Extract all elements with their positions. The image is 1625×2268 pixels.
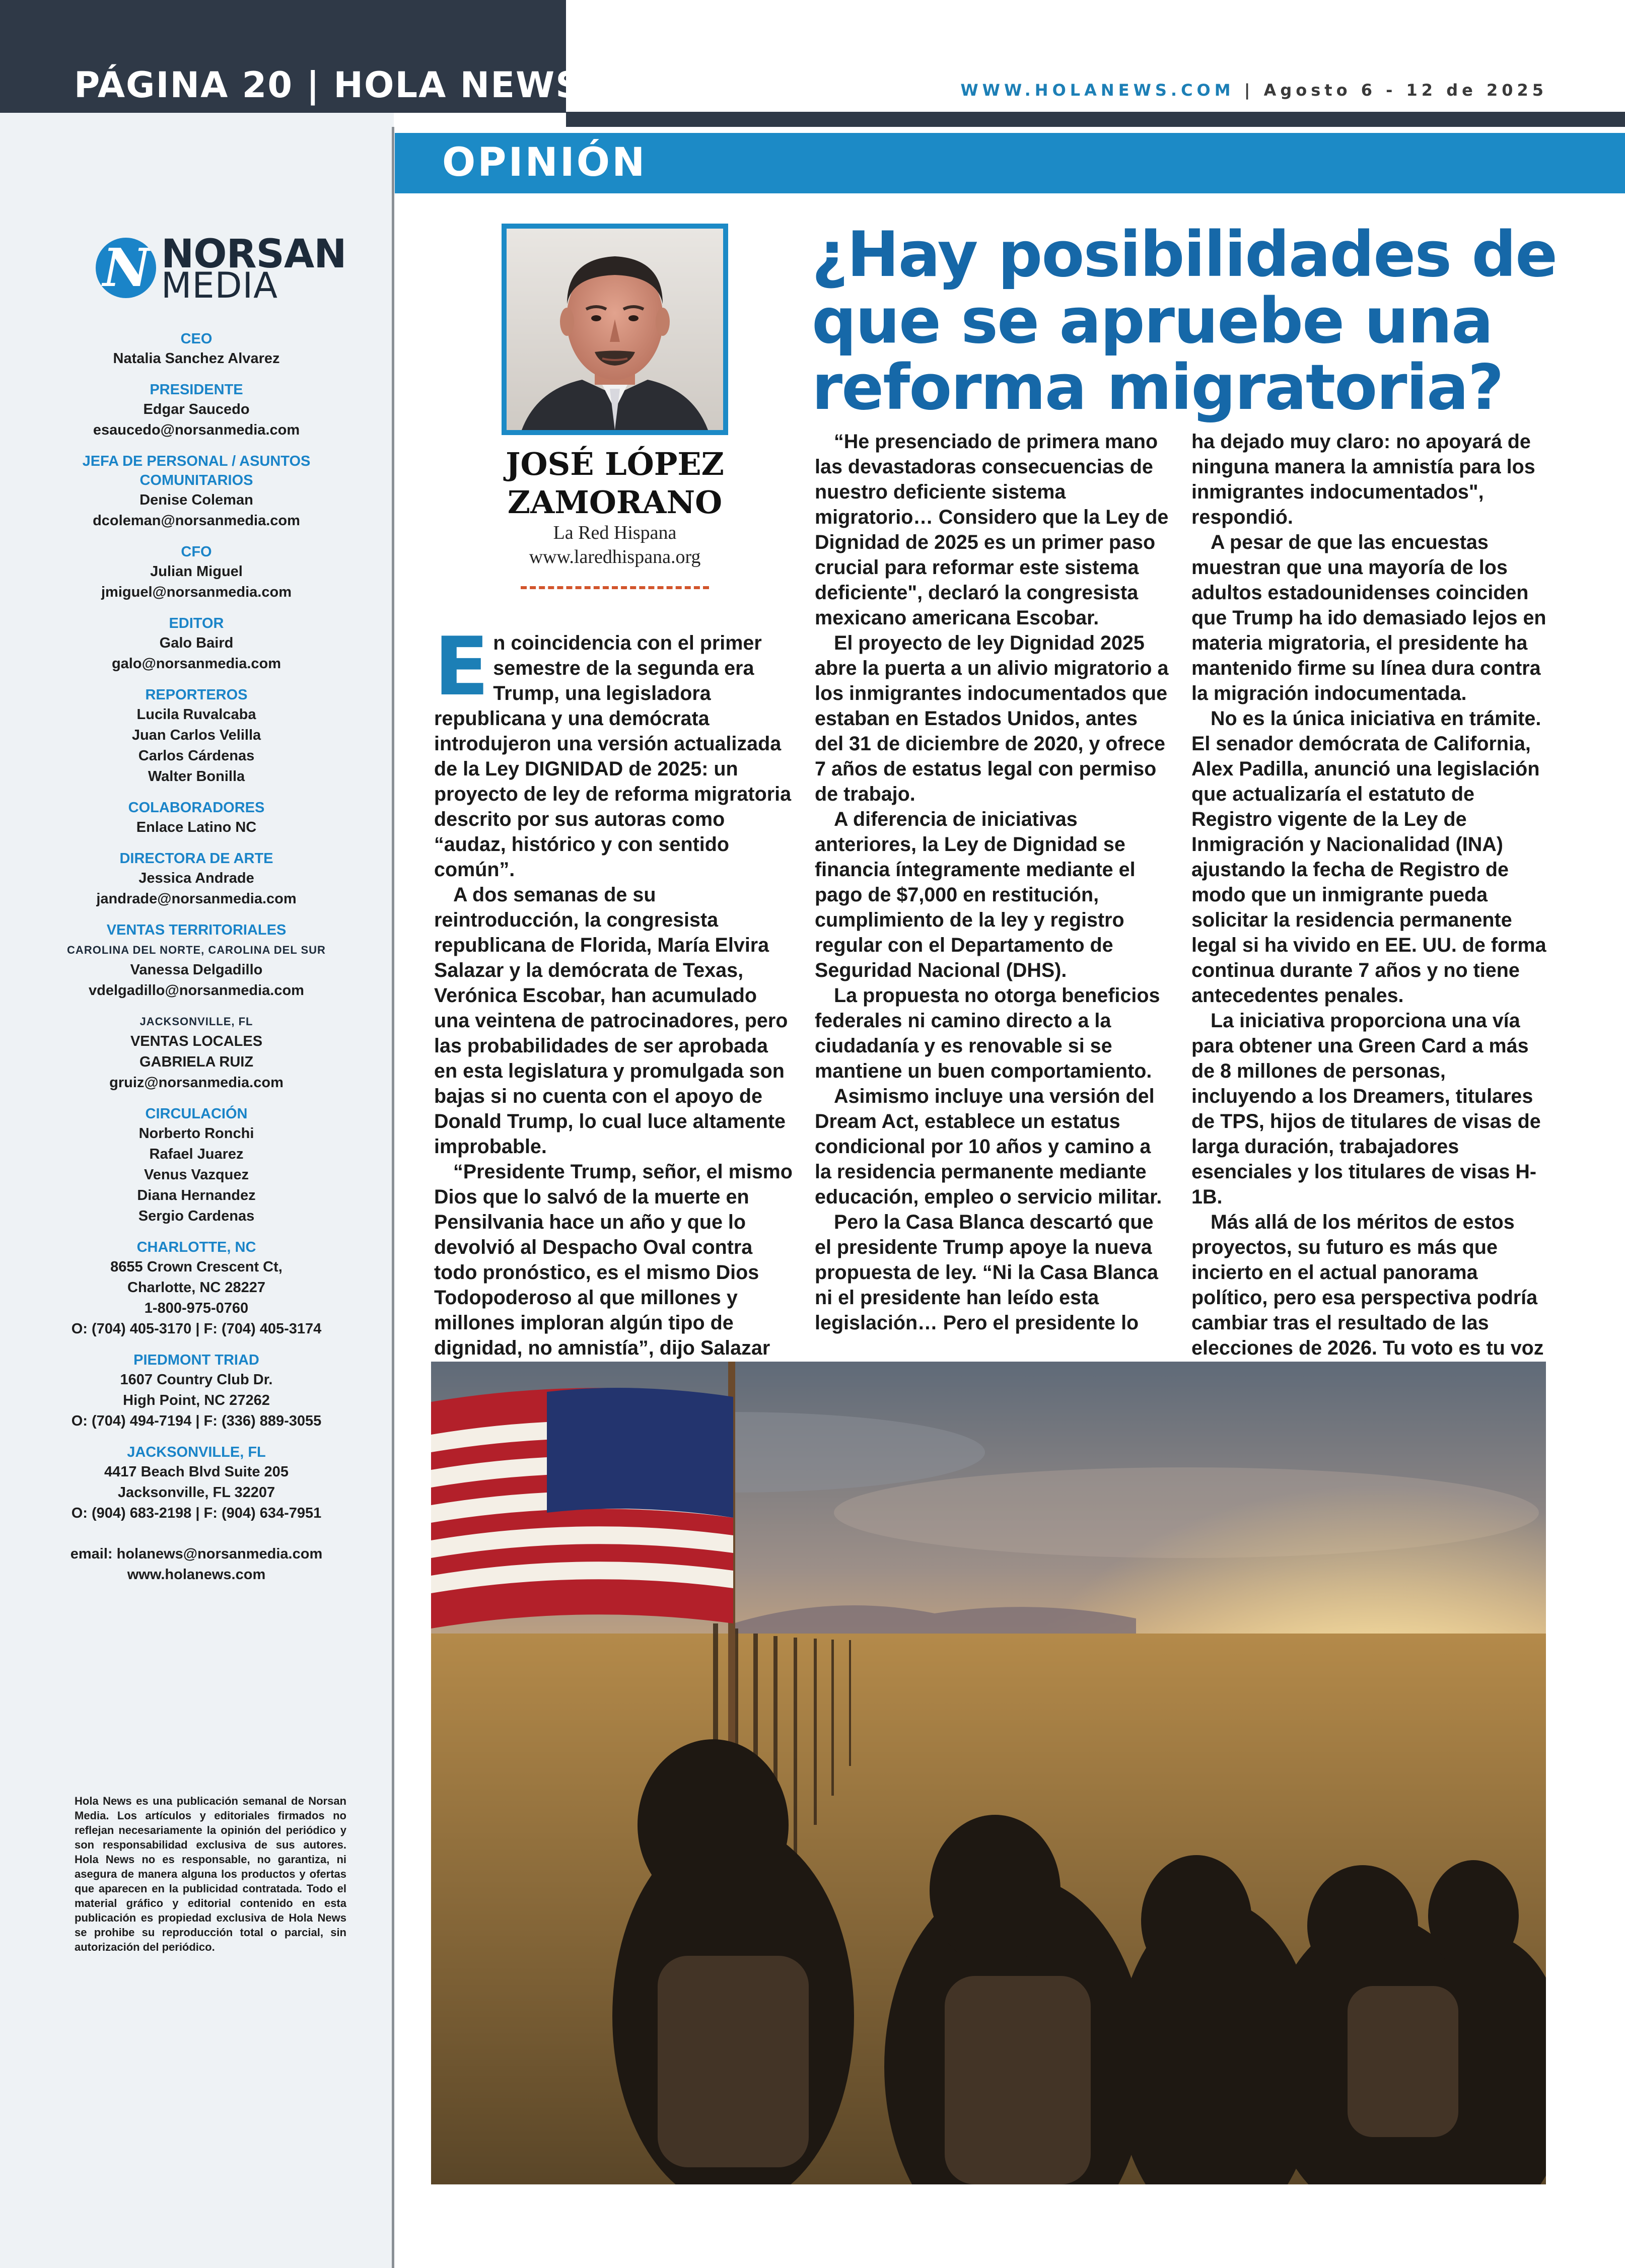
staff-role: REPORTEROS — [145, 687, 248, 703]
staff-region: JACKSONVILLE, FL — [139, 1015, 253, 1028]
staff-line: 1-800-975-0760 — [144, 1300, 249, 1316]
staff-role: EDITOR — [169, 615, 224, 631]
article-paragraph: ha dejado muy claro: no apoyará de ninguna manera la amnistía para los inmigrantes indocumentados", respondió. — [1191, 431, 1535, 528]
staff-line: 1607 Country Club Dr. — [120, 1372, 273, 1388]
staff-line: Juan Carlos Velilla — [131, 727, 261, 743]
article-paragraph: No es la única iniciativa en trámite. El senador demócrata de California, Alex Padilla, anunció una legislación que actualizaría el estatuto de Registro vigente de la Ley de Inmigración y Nacionalidad (INA) ajustando la fecha de Registro de modo que un inmigrante pueda solicitar la residencia permanente legal si ha vivido en EE. UU. de forma continua durante 7 años y no tiene antecedentes penales. — [1191, 707, 1546, 1007]
article-paragraph: A diferencia de iniciativas anteriores, la Ley de Dignidad se financia íntegramente mediante el pago de $7,000 en restitución, cumplimiento de la ley y registro regular con el Departamento de Seguridad Nacional (DHS). — [815, 808, 1136, 981]
logo-text-top: NORSAN — [161, 232, 346, 277]
logo-letter: N — [103, 238, 151, 298]
staff-role: CIRCULACIÓN — [145, 1106, 248, 1122]
article-headline: ¿Hay posibilidades de que se apruebe una reforma migratoria? — [812, 219, 1557, 424]
staff-contact-link[interactable]: gruiz@norsanmedia.com — [109, 1075, 284, 1091]
staff-line: O: (704) 494-7194 | F: (336) 889-3055 — [71, 1413, 322, 1429]
sidebar-divider — [392, 127, 394, 2268]
article-paragraph: “He presenciado de primera mano las devastadoras consecuencias de nuestro deficiente sistema migratorio… Considero que la Ley de Dignidad de 2025 es un primer paso crucial para reformar este sistema deficiente", declaró la congresista mexicano americana Escobar. — [815, 431, 1169, 629]
staff-line: Norberto Ronchi — [138, 1125, 254, 1142]
staff-line: Vanessa Delgadillo — [130, 962, 263, 978]
staff-line: O: (904) 683-2198 | F: (904) 634-7951 — [71, 1505, 322, 1521]
american-flag — [431, 1388, 733, 1628]
staff-line: Julian Miguel — [150, 563, 243, 580]
staff-line: O: (704) 405-3170 | F: (704) 405-3174 — [71, 1321, 322, 1337]
author-portrait-image — [507, 229, 723, 430]
header-separator: | — [1234, 81, 1264, 100]
staff-line: Jacksonville, FL 32207 — [117, 1484, 275, 1501]
staff-role: JEFA DE PERSONAL / ASUNTOS COMUNITARIOS — [82, 453, 311, 488]
staff-role: COLABORADORES — [128, 800, 265, 816]
staff-line: Edgar Saucedo — [143, 401, 250, 417]
staff-role: CHARLOTTE, NC — [136, 1239, 256, 1255]
article-column-1 — [434, 619, 793, 1411]
staff-line: Venus Vazquez — [144, 1167, 249, 1183]
border-sunset-image — [431, 1362, 1546, 2184]
author-name: JOSÉ LÓPEZ ZAMORANO — [506, 446, 724, 521]
staff-contact-link[interactable]: jandrade@norsanmedia.com — [96, 891, 297, 907]
staff-line: Jessica Andrade — [138, 870, 254, 886]
staff-line: Natalia Sanchez Alvarez — [113, 350, 280, 367]
staff-line: Denise Coleman — [139, 492, 253, 508]
staff-line: High Point, NC 27262 — [123, 1392, 270, 1408]
staff-line: Diana Hernandez — [137, 1187, 256, 1203]
drop-cap: E — [434, 619, 489, 714]
article-paragraph: A dos semanas de su reintroducción, la congresista republicana de Florida, María Elvira Salazar y la demócrata de Texas, Verónica Escobar, han acumulado una veintena de patrocinadores, pero las probabilidades de ser aprobada en esta legislatura y promulgada son bajas si no cuenta con el apoyo de Donald Trump, lo cual luce altamente improbable. — [434, 884, 788, 1158]
staff-line: Charlotte, NC 28227 — [127, 1280, 265, 1296]
staff-line: Carlos Cárdenas — [138, 748, 255, 764]
page-label: PÁGINA 20 | HOLA NEWS — [74, 64, 582, 106]
staff-role: VENTAS TERRITORIALES — [106, 922, 287, 938]
staff-line: VENTAS LOCALES — [130, 1033, 263, 1049]
article-paragraph: Más allá de los méritos de estos proyectos, su futuro es más que incierto en el actual panorama político, pero esa perspectiva podría cambiar tras el resultado de las elecciones de 2026. Tu voto es tu voz — [1191, 1211, 1544, 1359]
article-paragraph: A pesar de que las encuestas muestran que una mayoría de los adultos estadounidenses coinciden que Trump ha ido demasiado lejos en materia migratoria, el presidente ha mantenido firme su línea dura contra la migración indocumentada. — [1191, 531, 1546, 704]
staff-role: PRESIDENTE — [150, 382, 243, 398]
staff-role: CEO — [180, 331, 213, 347]
staff-region: CAROLINA DEL NORTE, CAROLINA DEL SUR — [67, 944, 326, 956]
staff-contact-link[interactable]: galo@norsanmedia.com — [111, 656, 281, 672]
article-column-3 — [1191, 429, 1548, 1386]
staff-line: Rafael Juarez — [149, 1146, 244, 1162]
staff-line: Sergio Cardenas — [138, 1208, 255, 1224]
staff-line: Galo Baird — [159, 635, 234, 651]
article-paragraph: La propuesta no otorga beneficios federales ni camino directo a la ciudadanía y es renovable si se mantiene un buen comportamiento. — [815, 984, 1160, 1082]
staff-contact-link[interactable]: dcoleman@norsanmedia.com — [93, 513, 300, 529]
staff-line: GABRIELA RUIZ — [139, 1054, 254, 1070]
staff-line: 4417 Beach Blvd Suite 205 — [104, 1464, 289, 1480]
staff-line: Walter Bonilla — [148, 768, 245, 785]
article-paragraph: El proyecto de ley Dignidad 2025 abre la puerta a un alivio migratorio a los inmigrantes indocumentados que estaban en Estados Unidos, antes del 31 de diciembre de 2020, y ofrece 7 años de estatus legal con permiso de trabajo. — [815, 632, 1169, 805]
issue-date: Agosto 6 - 12 de 2025 — [1263, 81, 1547, 100]
staff-contact-link[interactable]: email: holanews@norsanmedia.com — [70, 1546, 323, 1562]
staff-line: 8655 Crown Crescent Ct, — [110, 1259, 282, 1275]
staff-contact-link[interactable]: esaucedo@norsanmedia.com — [93, 422, 300, 438]
article-column-2 — [815, 429, 1170, 1335]
staff-role: CFO — [181, 544, 212, 560]
author-org: La Red Hispana — [553, 522, 677, 543]
col1-body — [434, 619, 793, 1411]
staff-contact-link[interactable]: vdelgadillo@norsanmedia.com — [89, 982, 304, 999]
staff-role: DIRECTORA DE ARTE — [119, 851, 273, 867]
staff-directory — [65, 318, 327, 1585]
staff-line: Enlace Latino NC — [136, 819, 257, 835]
logo-mark — [96, 238, 156, 298]
staff-role: JACKSONVILLE, FL — [127, 1444, 266, 1460]
site-link[interactable]: WWW.HOLANEWS.COM — [960, 81, 1235, 100]
article-paragraph: “Presidente Trump, señor, el mismo Dios que lo salvó de la muerte en Pensilvania hace un año y que lo devolvió al Despacho Oval contra todo pronóstico, es el mismo Dios Todopoderoso al que millones y millones imploran algún tipo de dignidad, no amnistía”, dijo Salazar — [434, 1161, 793, 1359]
staff-line: Lucila Ruvalcaba — [136, 706, 256, 723]
article-paragraph: La iniciativa proporciona una vía para obtener una Green Card a más de 8 millones de personas, incluyendo a los Dreamers, titulares de TPS, hijos de titulares de visas de larga duración, trabajadores esenciales y los titulares de visas H-1B. — [1191, 1010, 1541, 1208]
logo-text-bottom: MEDIA — [161, 265, 278, 306]
header-meta — [960, 81, 1547, 100]
norsan-logo — [96, 232, 346, 306]
section-label: OPINIÓN — [442, 140, 647, 185]
author-website[interactable]: www.laredhispana.org — [529, 546, 701, 568]
article-paragraph: Pero la Casa Blanca descartó que el presidente Trump apoye la nueva propuesta de ley. “Ni la Casa Blanca ni el presidente han leído esta legislación… Pero el presidente lo — [815, 1211, 1158, 1334]
disclaimer: Hola News es una publicación semanal de Norsan Media. Los artículos y editoriales firmados no reflejan necesariamente la opinión del periódico y son responsabilidad exclusiva de sus autores. Hola News no es responsable, no garantiza, ni asegura de manera alguna los productos y ofertas que aparecen en la publicidad contratada. Todo el material gráfico y editorial contenido en esta publicación es propiedad exclusiva de Hola News se prohibe su reproducción total o parcial, sin autorización del periódico. — [75, 1795, 346, 1953]
staff-role: PIEDMONT TRIAD — [133, 1352, 259, 1368]
author-photo — [502, 224, 728, 435]
staff-contact-link[interactable]: jmiguel@norsanmedia.com — [101, 584, 292, 600]
staff-contact-link[interactable]: www.holanews.com — [127, 1567, 266, 1583]
article-paragraph: Asimismo incluye una versión del Dream Act, establece un estatus condicional por 10 años y camino a la residencia permanente mediante educación, empleo o servicio militar. — [815, 1085, 1162, 1208]
header-divider — [566, 112, 1625, 127]
article-photo — [431, 1362, 1546, 2184]
article-paragraph: n coincidencia con el primer semestre de la segunda era Trump, una legisladora republicana y una demócrata introdujeron una versión actualizada de la Ley DIGNIDAD de 2025: un proyecto de ley de reforma migratoria descrito por sus autoras como “audaz, histórico y con sentido común”. — [434, 632, 792, 881]
author-divider — [521, 586, 709, 589]
